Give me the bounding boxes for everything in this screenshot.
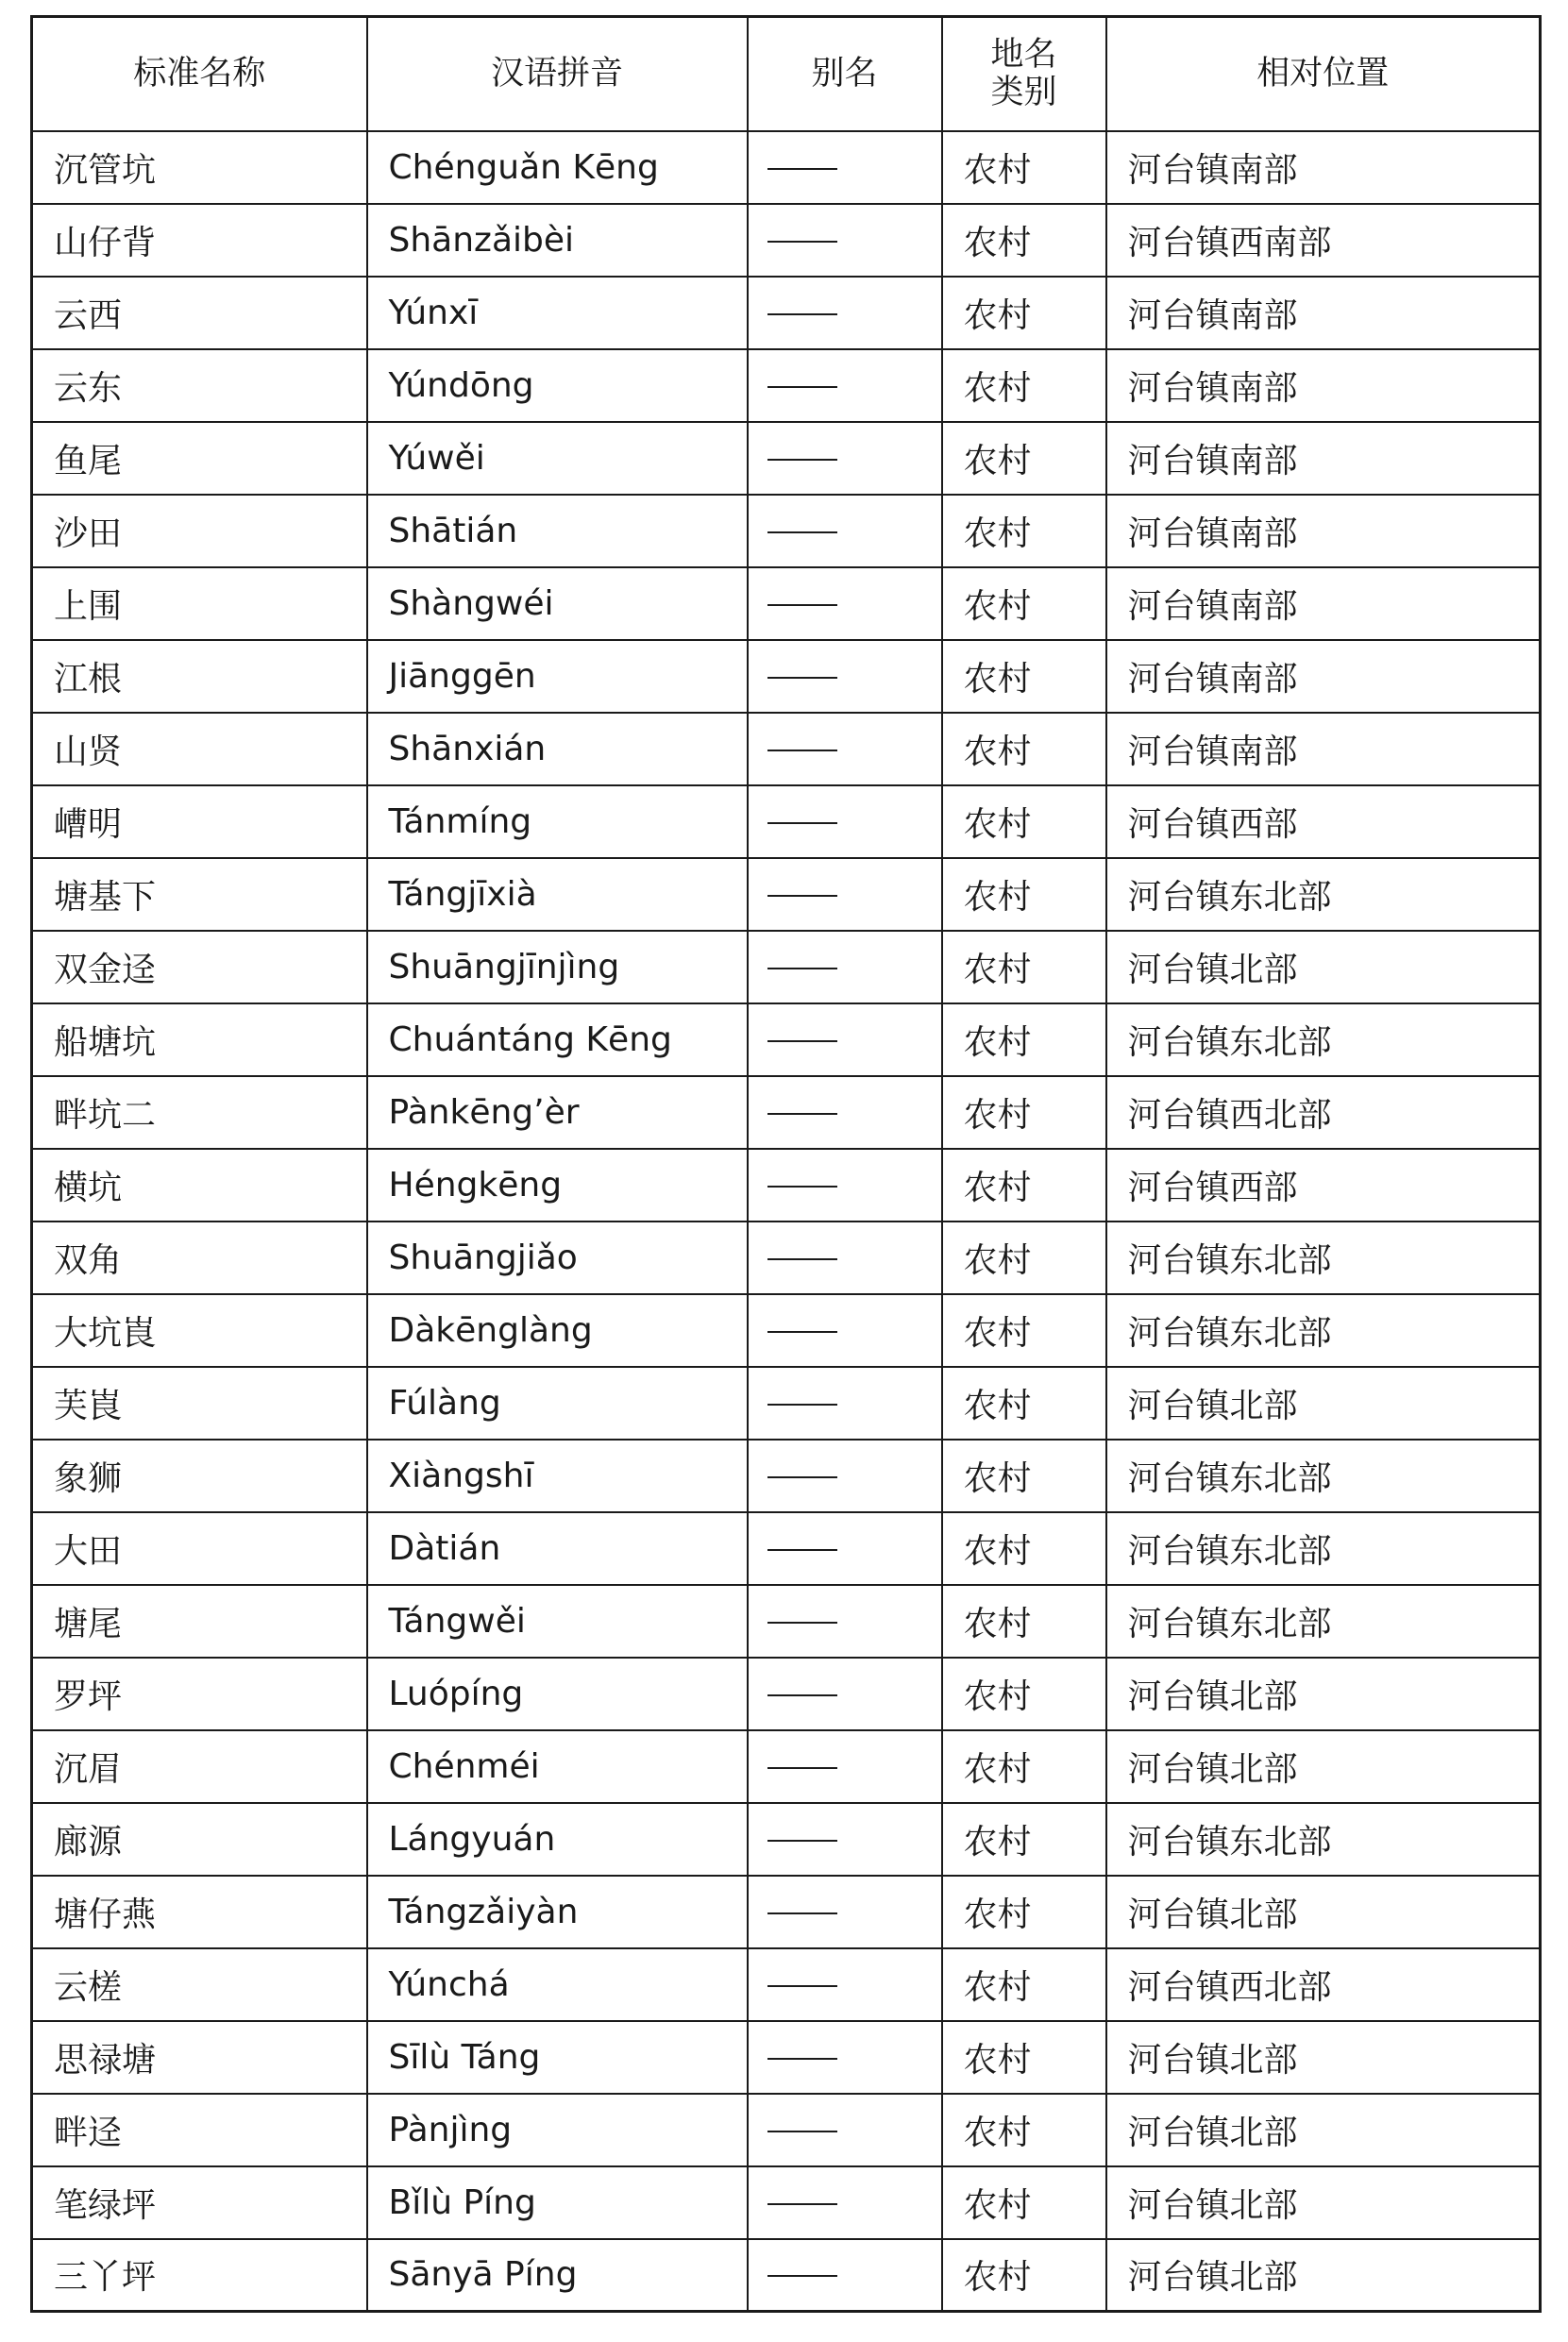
cell-alias <box>748 1294 942 1367</box>
table-row <box>32 785 1541 858</box>
alias-dash <box>767 1404 837 1406</box>
cell-standard-name: 横坑 <box>32 1149 367 1222</box>
cell-pinyin: Shàngwéi <box>367 567 748 640</box>
cell-relative-location: 河台镇北部 <box>1106 1730 1541 1803</box>
cell-pinyin: Tángwěi <box>367 1585 748 1658</box>
alias-dash <box>767 1694 837 1696</box>
cell-relative-location: 河台镇北部 <box>1106 2239 1541 2312</box>
table-row <box>32 349 1541 422</box>
cell-standard-name: 船塘坑 <box>32 1003 367 1076</box>
alias-dash <box>767 1186 837 1188</box>
cell-pinyin: Yúndōng <box>367 349 748 422</box>
cell-relative-location: 河台镇南部 <box>1106 640 1541 713</box>
table-row <box>32 422 1541 495</box>
alias-dash <box>767 1549 837 1551</box>
alias-dash <box>767 2275 837 2277</box>
cell-alias <box>748 1222 942 1294</box>
cell-standard-name: 云东 <box>32 349 367 422</box>
table-row <box>32 931 1541 1003</box>
cell-standard-name: 云西 <box>32 277 367 349</box>
cell-place-type: 农村 <box>942 785 1106 858</box>
cell-pinyin: Yúnchá <box>367 1948 748 2021</box>
cell-standard-name: 上围 <box>32 567 367 640</box>
cell-relative-location: 河台镇东北部 <box>1106 1222 1541 1294</box>
alias-dash <box>767 677 837 679</box>
header-pinyin: 汉语拼音 <box>367 17 748 131</box>
cell-alias <box>748 1876 942 1948</box>
cell-alias <box>748 349 942 422</box>
table-row <box>32 1876 1541 1948</box>
table-row <box>32 2239 1541 2312</box>
cell-relative-location: 河台镇西南部 <box>1106 204 1541 277</box>
alias-dash <box>767 604 837 606</box>
cell-alias <box>748 931 942 1003</box>
cell-pinyin: Pànjìng <box>367 2094 748 2166</box>
cell-pinyin: Bǐlù Píng <box>367 2166 748 2239</box>
cell-pinyin: Pànkēng’èr <box>367 1076 748 1149</box>
cell-alias <box>748 1003 942 1076</box>
cell-place-type: 农村 <box>942 1803 1106 1876</box>
cell-standard-name: 大田 <box>32 1512 367 1585</box>
cell-standard-name: 双金迳 <box>32 931 367 1003</box>
cell-place-type: 农村 <box>942 2094 1106 2166</box>
cell-pinyin: Tángzǎiyàn <box>367 1876 748 1948</box>
cell-alias <box>748 1440 942 1512</box>
cell-pinyin: Yúwěi <box>367 422 748 495</box>
table-row <box>32 2094 1541 2166</box>
cell-alias <box>748 422 942 495</box>
table-row <box>32 1730 1541 1803</box>
alias-dash <box>767 2058 837 2060</box>
table-row <box>32 640 1541 713</box>
cell-place-type: 农村 <box>942 931 1106 1003</box>
alias-dash <box>767 313 837 315</box>
cell-relative-location: 河台镇南部 <box>1106 349 1541 422</box>
cell-relative-location: 河台镇北部 <box>1106 2166 1541 2239</box>
cell-place-type: 农村 <box>942 495 1106 567</box>
cell-pinyin: Shānxián <box>367 713 748 785</box>
cell-alias <box>748 1367 942 1440</box>
cell-relative-location: 河台镇东北部 <box>1106 1512 1541 1585</box>
cell-alias <box>748 2021 942 2094</box>
cell-place-type: 农村 <box>942 1149 1106 1222</box>
table-row <box>32 858 1541 931</box>
cell-relative-location: 河台镇北部 <box>1106 1876 1541 1948</box>
cell-relative-location: 河台镇南部 <box>1106 567 1541 640</box>
header-place-type-line1: 地名 <box>990 36 1057 75</box>
cell-relative-location: 河台镇西北部 <box>1106 1948 1541 2021</box>
cell-alias <box>748 1512 942 1585</box>
cell-alias <box>748 204 942 277</box>
cell-relative-location: 河台镇北部 <box>1106 931 1541 1003</box>
cell-relative-location: 河台镇北部 <box>1106 2094 1541 2166</box>
cell-place-type: 农村 <box>942 1585 1106 1658</box>
cell-place-type: 农村 <box>942 1294 1106 1367</box>
cell-standard-name: 象狮 <box>32 1440 367 1512</box>
cell-standard-name: 山仔背 <box>32 204 367 277</box>
table-row <box>32 1149 1541 1222</box>
cell-relative-location: 河台镇东北部 <box>1106 1294 1541 1367</box>
cell-relative-location: 河台镇南部 <box>1106 131 1541 204</box>
cell-alias <box>748 567 942 640</box>
cell-alias <box>748 1730 942 1803</box>
table-row <box>32 1222 1541 1294</box>
cell-alias <box>748 785 942 858</box>
cell-alias <box>748 713 942 785</box>
cell-standard-name: 大坑崀 <box>32 1294 367 1367</box>
cell-standard-name: 塘基下 <box>32 858 367 931</box>
cell-alias <box>748 640 942 713</box>
table-row <box>32 1003 1541 1076</box>
cell-standard-name: 笔绿坪 <box>32 2166 367 2239</box>
cell-standard-name: 廊源 <box>32 1803 367 1876</box>
cell-standard-name: 嶆明 <box>32 785 367 858</box>
cell-pinyin: Shuāngjīnjìng <box>367 931 748 1003</box>
cell-place-type: 农村 <box>942 713 1106 785</box>
cell-pinyin: Chénguǎn Kēng <box>367 131 748 204</box>
cell-alias <box>748 1658 942 1730</box>
cell-place-type: 农村 <box>942 349 1106 422</box>
cell-standard-name: 山贤 <box>32 713 367 785</box>
cell-standard-name: 三丫坪 <box>32 2239 367 2312</box>
cell-place-type: 农村 <box>942 277 1106 349</box>
cell-relative-location: 河台镇东北部 <box>1106 858 1541 931</box>
table-row <box>32 1658 1541 1730</box>
cell-place-type: 农村 <box>942 1658 1106 1730</box>
header-alias: 别名 <box>748 17 942 131</box>
cell-standard-name: 塘仔燕 <box>32 1876 367 1948</box>
table-row <box>32 1294 1541 1367</box>
table-row <box>32 277 1541 349</box>
cell-standard-name: 芙崀 <box>32 1367 367 1440</box>
cell-place-type: 农村 <box>942 1730 1106 1803</box>
alias-dash <box>767 1113 837 1115</box>
cell-relative-location: 河台镇北部 <box>1106 1658 1541 1730</box>
header-relative-location: 相对位置 <box>1106 17 1541 131</box>
alias-dash <box>767 168 837 170</box>
cell-pinyin: Shuāngjiǎo <box>367 1222 748 1294</box>
alias-dash <box>767 1476 837 1478</box>
cell-standard-name: 云槎 <box>32 1948 367 2021</box>
alias-dash <box>767 386 837 388</box>
cell-place-type: 农村 <box>942 2021 1106 2094</box>
cell-alias <box>748 131 942 204</box>
cell-alias <box>748 2094 942 2166</box>
cell-relative-location: 河台镇南部 <box>1106 277 1541 349</box>
alias-dash <box>767 895 837 897</box>
cell-alias <box>748 2239 942 2312</box>
alias-dash <box>767 2203 837 2205</box>
cell-relative-location: 河台镇西北部 <box>1106 1076 1541 1149</box>
alias-dash <box>767 1840 837 1842</box>
table-row <box>32 1076 1541 1149</box>
cell-standard-name: 双角 <box>32 1222 367 1294</box>
cell-relative-location: 河台镇东北部 <box>1106 1440 1541 1512</box>
cell-relative-location: 河台镇南部 <box>1106 713 1541 785</box>
header-standard-name: 标准名称 <box>32 17 367 131</box>
cell-relative-location: 河台镇北部 <box>1106 2021 1541 2094</box>
cell-relative-location: 河台镇南部 <box>1106 422 1541 495</box>
cell-pinyin: Héngkēng <box>367 1149 748 1222</box>
cell-standard-name: 塘尾 <box>32 1585 367 1658</box>
cell-alias <box>748 1076 942 1149</box>
alias-dash <box>767 1040 837 1042</box>
cell-relative-location: 河台镇西部 <box>1106 1149 1541 1222</box>
cell-place-type: 农村 <box>942 2166 1106 2239</box>
cell-place-type: 农村 <box>942 2239 1106 2312</box>
cell-place-type: 农村 <box>942 131 1106 204</box>
table-row <box>32 1440 1541 1512</box>
cell-standard-name: 思禄塘 <box>32 2021 367 2094</box>
table-row <box>32 567 1541 640</box>
cell-pinyin: Sīlù Táng <box>367 2021 748 2094</box>
cell-pinyin: Dàtián <box>367 1512 748 1585</box>
cell-alias <box>748 2166 942 2239</box>
cell-standard-name: 沙田 <box>32 495 367 567</box>
cell-alias <box>748 858 942 931</box>
table-row <box>32 1585 1541 1658</box>
alias-dash <box>767 459 837 461</box>
cell-place-type: 农村 <box>942 858 1106 931</box>
cell-relative-location: 河台镇南部 <box>1106 495 1541 567</box>
alias-dash <box>767 241 837 243</box>
header-row <box>32 17 1541 131</box>
cell-pinyin: Chuántáng Kēng <box>367 1003 748 1076</box>
cell-alias <box>748 277 942 349</box>
cell-alias <box>748 1585 942 1658</box>
cell-pinyin: Sānyā Píng <box>367 2239 748 2312</box>
place-names-table <box>30 15 1542 2313</box>
cell-place-type: 农村 <box>942 204 1106 277</box>
alias-dash <box>767 750 837 751</box>
cell-alias <box>748 1948 942 2021</box>
header-place-type-line2: 类别 <box>990 74 1057 112</box>
cell-alias <box>748 1149 942 1222</box>
cell-pinyin: Chénméi <box>367 1730 748 1803</box>
table-row <box>32 1367 1541 1440</box>
table-row <box>32 131 1541 204</box>
table-body <box>32 131 1541 2312</box>
table-row <box>32 1512 1541 1585</box>
cell-relative-location: 河台镇东北部 <box>1106 1803 1541 1876</box>
alias-dash <box>767 1767 837 1769</box>
table-row <box>32 1803 1541 1876</box>
cell-pinyin: Fúlàng <box>367 1367 748 1440</box>
alias-dash <box>767 968 837 969</box>
table-row <box>32 495 1541 567</box>
table-row <box>32 1948 1541 2021</box>
cell-place-type: 农村 <box>942 1003 1106 1076</box>
cell-relative-location: 河台镇北部 <box>1106 1367 1541 1440</box>
cell-alias <box>748 495 942 567</box>
cell-pinyin: Tánmíng <box>367 785 748 858</box>
alias-dash <box>767 1258 837 1260</box>
cell-pinyin: Jiānggēn <box>367 640 748 713</box>
cell-pinyin: Tángjīxià <box>367 858 748 931</box>
cell-place-type: 农村 <box>942 567 1106 640</box>
alias-dash <box>767 2131 837 2132</box>
cell-place-type: 农村 <box>942 1222 1106 1294</box>
alias-dash <box>767 1985 837 1987</box>
cell-standard-name: 沉眉 <box>32 1730 367 1803</box>
cell-standard-name: 沉管坑 <box>32 131 367 204</box>
cell-pinyin: Xiàngshī <box>367 1440 748 1512</box>
table-header <box>32 17 1541 131</box>
alias-dash <box>767 531 837 533</box>
cell-place-type: 农村 <box>942 1512 1106 1585</box>
cell-pinyin: Shānzǎibèi <box>367 204 748 277</box>
alias-dash <box>767 822 837 824</box>
cell-pinyin: Dàkēnglàng <box>367 1294 748 1367</box>
cell-standard-name: 罗坪 <box>32 1658 367 1730</box>
cell-place-type: 农村 <box>942 640 1106 713</box>
cell-alias <box>748 1803 942 1876</box>
cell-relative-location: 河台镇东北部 <box>1106 1585 1541 1658</box>
cell-pinyin: Lángyuán <box>367 1803 748 1876</box>
cell-place-type: 农村 <box>942 1948 1106 2021</box>
table-row <box>32 713 1541 785</box>
cell-relative-location: 河台镇西部 <box>1106 785 1541 858</box>
cell-pinyin: Shātián <box>367 495 748 567</box>
cell-standard-name: 畔坑二 <box>32 1076 367 1149</box>
table-row <box>32 204 1541 277</box>
header-place-type <box>942 17 1106 131</box>
cell-pinyin: Luópíng <box>367 1658 748 1730</box>
alias-dash <box>767 1912 837 1914</box>
cell-standard-name: 畔迳 <box>32 2094 367 2166</box>
cell-standard-name: 江根 <box>32 640 367 713</box>
cell-place-type: 农村 <box>942 1076 1106 1149</box>
cell-place-type: 农村 <box>942 422 1106 495</box>
alias-dash <box>767 1622 837 1624</box>
cell-place-type: 农村 <box>942 1367 1106 1440</box>
table-row <box>32 2021 1541 2094</box>
cell-standard-name: 鱼尾 <box>32 422 367 495</box>
cell-relative-location: 河台镇东北部 <box>1106 1003 1541 1076</box>
cell-place-type: 农村 <box>942 1876 1106 1948</box>
cell-pinyin: Yúnxī <box>367 277 748 349</box>
cell-place-type: 农村 <box>942 1440 1106 1512</box>
table-row <box>32 2166 1541 2239</box>
alias-dash <box>767 1331 837 1333</box>
